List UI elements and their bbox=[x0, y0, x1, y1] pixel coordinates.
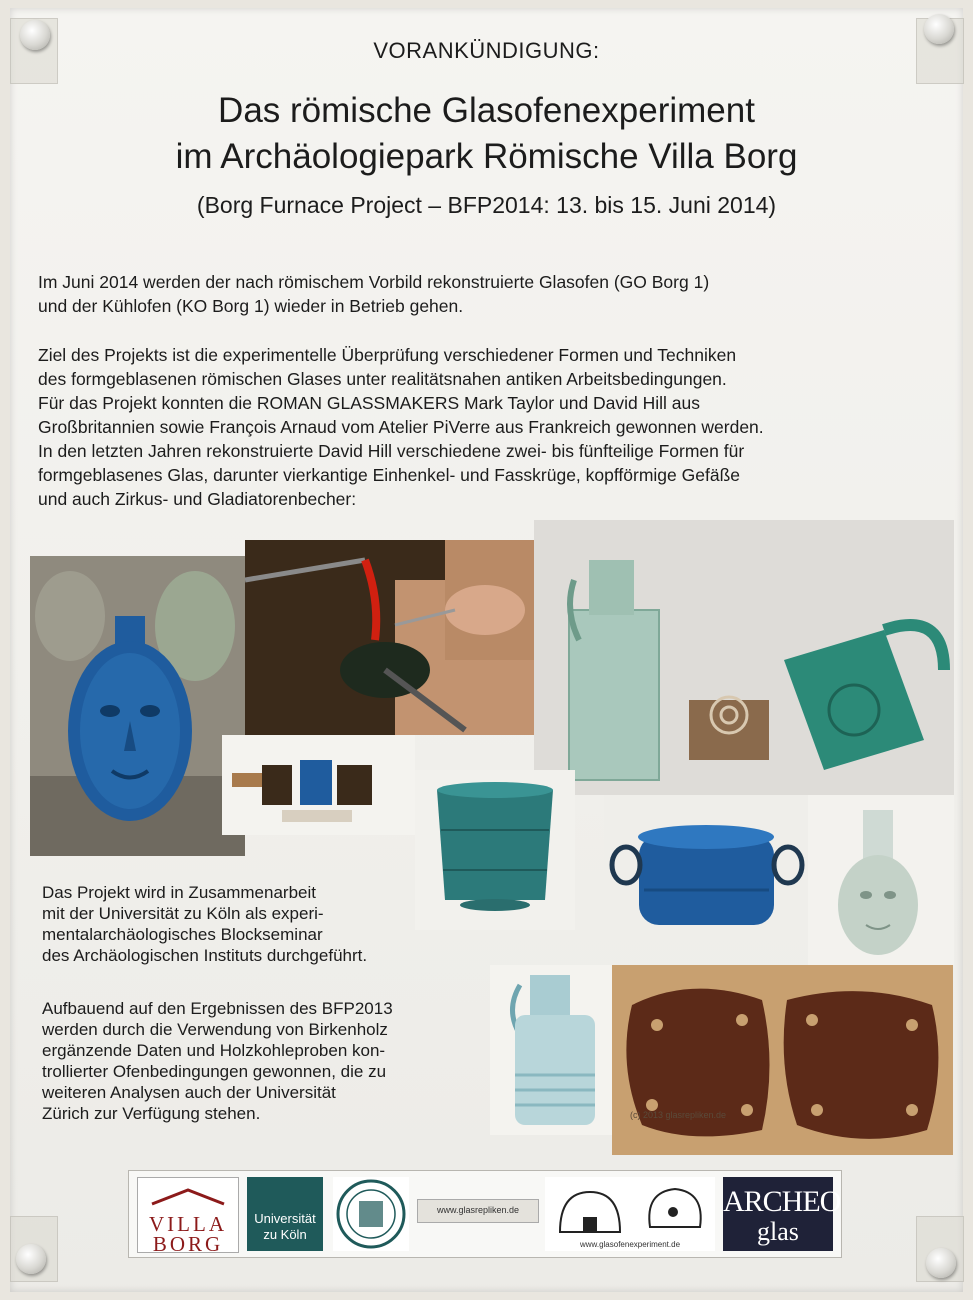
photo-glassblowing bbox=[245, 540, 535, 735]
pre-title: VORANKÜNDIGUNG: bbox=[373, 38, 600, 63]
uni-koeln-logo bbox=[247, 1177, 323, 1251]
cooperation-line: mentalarchäologisches Blockseminar bbox=[42, 925, 323, 944]
title-line-1: Das römische Glasofenexperiment bbox=[218, 91, 755, 130]
photo-mold-halves bbox=[612, 965, 953, 1155]
results-line: Aufbauend auf den Ergebnissen des BFP2013 bbox=[42, 999, 393, 1018]
project-line: formgeblasenes Glas, darunter vierkantige Einhenkel- und Fasskrüge, kopfförmige Gefäße bbox=[38, 465, 740, 485]
glasofenexperiment-logo bbox=[545, 1177, 715, 1251]
photo-credit: (c) 2013 glasrepliken.de bbox=[630, 1110, 727, 1120]
subtitle: (Borg Furnace Project – BFP2014: 13. bis 15. Juni 2014) bbox=[196, 192, 777, 218]
cooperation-line: mit der Universität zu Köln als experi- bbox=[42, 904, 324, 923]
photo-square-jug bbox=[534, 520, 954, 795]
intro-line-2: und der Kühlofen (KO Borg 1) wieder in Betrieb gehen. bbox=[38, 296, 464, 316]
archeo-logo-line2: glas bbox=[757, 1217, 799, 1246]
pin-bottom-left bbox=[16, 1244, 46, 1274]
project-line: In den letzten Jahren rekonstruierte David Hill verschiedene zwei- bis fünfteilige Formen für bbox=[38, 441, 745, 461]
project-paragraph bbox=[38, 343, 918, 511]
glasofen-url: www.glasofenexperiment.de bbox=[579, 1240, 681, 1249]
results-line: ergänzende Daten und Holzkohleproben kon- bbox=[42, 1041, 386, 1060]
glasrepliken-logo bbox=[417, 1199, 539, 1223]
results-line: trollierter Ofenbedingungen gewonnen, die zu bbox=[42, 1062, 387, 1081]
archeo-logo-line1: ARCHEO bbox=[723, 1185, 841, 1218]
uni-logo-line1: Universität bbox=[254, 1211, 316, 1226]
cooperation-paragraph bbox=[42, 882, 367, 966]
photo-circus-beaker bbox=[415, 770, 575, 930]
photo-clear-head-flask bbox=[808, 795, 954, 965]
page-title bbox=[0, 88, 973, 180]
project-line: Großbritannien sowie François Arnaud vom Atelier PiVerre aus Frankreich gewonnen werden. bbox=[38, 417, 764, 437]
sponsor-logos bbox=[128, 1170, 842, 1258]
results-line: Zürich zur Verfügung stehen. bbox=[42, 1104, 261, 1123]
roof-icon bbox=[150, 1188, 226, 1206]
project-line: und auch Zirkus- und Gladiatorenbecher: bbox=[38, 489, 357, 509]
photo-clear-jug bbox=[490, 965, 615, 1135]
cooperation-line: des Archäologischen Instituts durchgeführt. bbox=[42, 946, 368, 965]
title-line-2: im Archäologiepark Römische Villa Borg bbox=[175, 137, 798, 176]
villa-logo-line2: BORG bbox=[152, 1232, 224, 1256]
villa-borg-logo bbox=[137, 1177, 239, 1256]
archeoglas-logo bbox=[723, 1177, 841, 1251]
pin-bottom-right bbox=[926, 1248, 956, 1278]
photo-head-flask bbox=[30, 556, 245, 856]
glasrepliken-url: www.glasrepliken.de bbox=[436, 1205, 520, 1215]
project-line: des formgeblasenen römischen Glases unter realitätsnahen antiken Arbeitsbedingungen. bbox=[38, 369, 727, 389]
villa-logo-line1: VILLA bbox=[149, 1212, 227, 1236]
university-seal-icon bbox=[333, 1177, 409, 1251]
cooperation-line: Das Projekt wird in Zusammenarbeit bbox=[42, 883, 316, 902]
photo-blue-bowl bbox=[604, 795, 809, 940]
project-line: Für das Projekt konnten die ROMAN GLASSMAKERS Mark Taylor und David Hill aus bbox=[38, 393, 701, 413]
results-paragraph bbox=[42, 998, 393, 1124]
photo-mold-parts bbox=[222, 735, 415, 835]
results-line: werden durch die Verwendung von Birkenholz bbox=[42, 1020, 388, 1039]
project-line: Ziel des Projekts ist die experimentelle Überprüfung verschiedener Formen und Techniken bbox=[38, 345, 737, 365]
uni-logo-line2: zu Köln bbox=[263, 1227, 307, 1242]
furnace-icon bbox=[545, 1177, 715, 1241]
intro-paragraph bbox=[38, 270, 918, 318]
results-line: weiteren Analysen auch der Universität bbox=[42, 1083, 336, 1102]
intro-line-1: Im Juni 2014 werden der nach römischem Vorbild rekonstruierte Glasofen (GO Borg 1) bbox=[38, 272, 710, 292]
